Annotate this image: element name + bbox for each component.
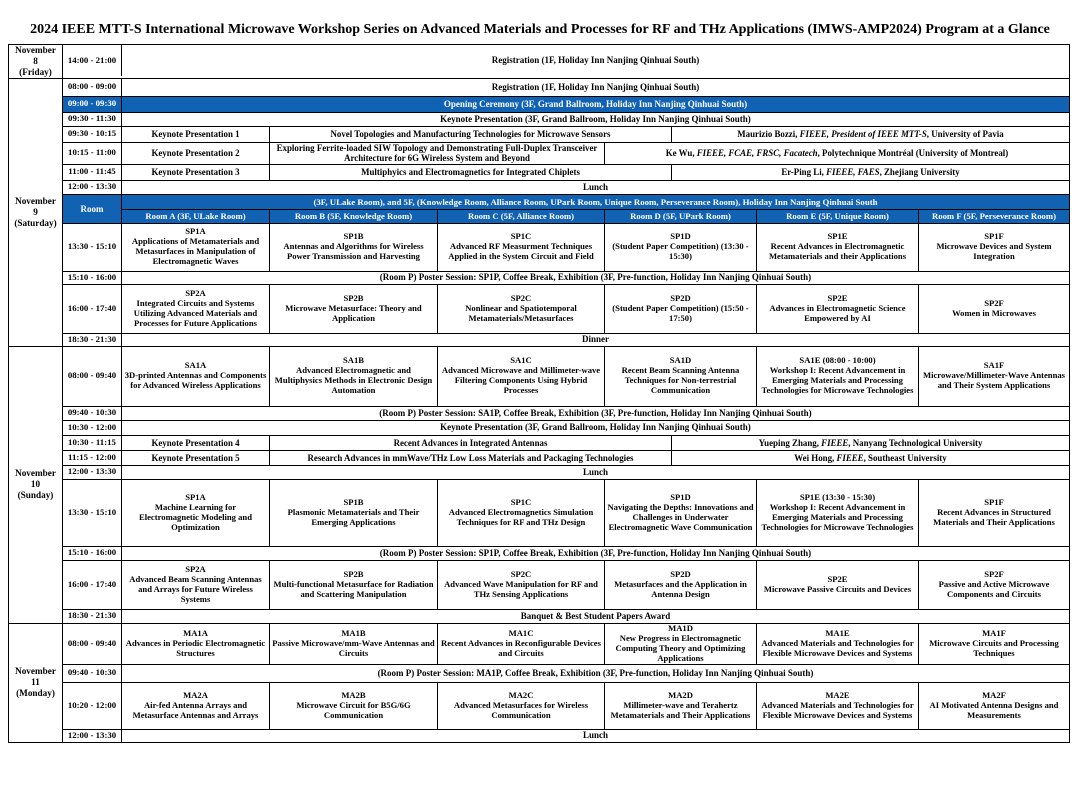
session-cell <box>756 285 918 333</box>
session-title: Metasurfaces and the Application in Antenna Design <box>614 578 747 599</box>
session-title: Machine Learning for Electromagnetic Modeling and Optimization <box>139 501 252 532</box>
keynote-speaker-cell <box>604 143 1069 164</box>
speaker-text: , Southeast University <box>863 452 947 463</box>
speaker-text: , Nanyang Technological University <box>848 437 983 448</box>
event-cell: Keynote Presentation (3F, Grand Ballroom, Holiday Inn Nanjing Qinhuai South) <box>121 113 1069 126</box>
session-code: SP2B <box>343 568 364 579</box>
keynote-row <box>63 126 1069 142</box>
full-span-row <box>63 45 1069 76</box>
session-cell <box>918 624 1069 664</box>
day-label-line: 10 <box>30 479 41 490</box>
full-span-row <box>63 546 1069 560</box>
day-label-line: November <box>15 45 56 55</box>
room-cell: Room A (3F, ULake Room) <box>121 210 269 223</box>
keynote-label-cell: Keynote Presentation 3 <box>121 165 269 180</box>
day-label-line: November <box>15 666 56 677</box>
event-cell: Lunch <box>121 730 1069 742</box>
day-section <box>9 623 1069 742</box>
session-code: SP1C <box>510 231 532 242</box>
session-title: Microwave/Millimeter-Wave Antennas and Their System Applications <box>922 370 1065 391</box>
session-cell <box>121 561 269 609</box>
session-title: Advanced Microwave and Millimeter-wave Filtering Components Using Hybrid Processes <box>441 365 601 396</box>
session-cell <box>756 624 918 664</box>
day-label-line: 9 <box>33 206 38 217</box>
time-cell: 11:00 - 11:45 <box>68 166 116 177</box>
day-section <box>9 45 1069 78</box>
session-code: SA1C <box>510 355 532 366</box>
session-cell <box>437 224 604 271</box>
session-code: SP1E (13:30 - 15:30) <box>799 491 876 502</box>
event-cell: Dinner <box>121 334 1069 346</box>
time-cell: 12:00 - 13:30 <box>67 466 117 477</box>
page-title: 2024 IEEE MTT-S International Microwave Workshop Series on Advanced Materials and Processes for RF and THz Applications (IMWS-AMP2024) Program at a Glance <box>30 22 1050 37</box>
time-cell: 09:30 - 11:30 <box>68 113 116 124</box>
session-cell <box>437 683 604 729</box>
time-cell: 08:00 - 09:40 <box>67 370 117 381</box>
session-code: MA2C <box>508 689 534 700</box>
time-cell: 16:00 - 17:40 <box>67 578 117 589</box>
keynote-title-cell: Multiphyics and Electromagnetics for Integrated Chiplets <box>269 165 671 180</box>
session-title: Passive and Active Microwave Components and Circuits <box>938 578 1050 599</box>
session-code: SP2A <box>185 287 206 298</box>
keynote-speaker-cell <box>671 165 1069 180</box>
session-title: Advanced Wave Manipulation for RF and THz Sensing Applications <box>444 578 598 599</box>
event-cell: Opening Ceremony (3F, Grand Ballroom, Holiday Inn Nanjing Qinhuai South) <box>121 97 1069 112</box>
speaker-text: FIEEE <box>821 437 849 448</box>
session-title: Microwave Circuits and Processing Techniques <box>929 637 1059 658</box>
session-code: SP2A <box>185 563 206 574</box>
session-code: MA2E <box>825 689 850 700</box>
day-label-line: 11 <box>31 677 40 688</box>
session-code: SP1A <box>185 226 206 237</box>
session-cell <box>437 624 604 664</box>
keynote-label-cell: Keynote Presentation 1 <box>121 127 269 142</box>
session-cell <box>756 561 918 609</box>
event-cell: (Room P) Poster Session: SP1P, Coffee Break, Exhibition (3F, Pre-function, Holiday Inn Nanjing Qinhuai South) <box>121 547 1069 560</box>
session-cell <box>604 624 756 664</box>
session-title: 3D-printed Antennas and Components for Advanced Wireless Applications <box>124 370 267 391</box>
room-cell: Room F (5F, Perseverance Room) <box>918 210 1069 223</box>
time-cell: 09:00 - 09:30 <box>67 98 117 109</box>
full-span-row <box>63 333 1069 346</box>
session-cell <box>918 347 1069 406</box>
speaker-text: Yueping Zhang, <box>758 437 822 448</box>
session-code: SP2C <box>510 292 532 303</box>
rooms-line <box>121 210 1069 223</box>
event-cell: Registration (1F, Holiday Inn Nanjing Qinhuai South) <box>121 45 1069 76</box>
full-span-row <box>63 609 1069 623</box>
session-cell <box>269 224 437 271</box>
keynote-row <box>63 435 1069 450</box>
day-label <box>9 624 63 742</box>
session-title: Air-fed Antenna Arrays and Metasurface Antennas and Arrays <box>132 699 259 720</box>
session-title: Advances in Electromagnetic Science Empowered by AI <box>769 302 906 323</box>
speaker-text: Wei Hong, <box>794 452 837 463</box>
time-cell: 18:30 - 21:30 <box>67 610 117 621</box>
session-title: Advanced Materials and Technologies for Flexible Microwave Devices and Systems <box>761 637 914 658</box>
speaker-text: , University of Pavia <box>926 129 1004 139</box>
keynote-speaker-cell <box>671 436 1069 450</box>
keynote-row <box>63 450 1069 465</box>
session-title: Multi-functional Metasurface for Radiation and Scattering Manipulation <box>273 578 434 599</box>
session-cell <box>269 624 437 664</box>
keynote-row <box>63 142 1069 164</box>
session-cell <box>437 285 604 333</box>
session-cell <box>918 480 1069 546</box>
session-cell <box>756 480 918 546</box>
session-title: Advanced Materials and Technologies for Flexible Microwave Devices and Systems <box>761 699 914 720</box>
session-cell <box>121 624 269 664</box>
event-cell: Lunch <box>121 466 1069 479</box>
session-title: Applications of Metamaterials and Metasurfaces in Manipulation of Electromagnetic Waves <box>131 236 260 267</box>
ceremony-row <box>63 96 1069 112</box>
full-span-row <box>63 465 1069 479</box>
session-cell <box>604 224 756 271</box>
session-code: SA1B <box>342 355 364 366</box>
session-code: MA1B <box>341 627 366 638</box>
event-cell: Banquet & Best Student Papers Award <box>121 610 1069 623</box>
session-code: SP1C <box>510 496 532 507</box>
session-code: SP1F <box>984 231 1004 242</box>
speaker-text: Ke Wu, <box>665 148 697 158</box>
time-cell: 09:40 - 10:30 <box>67 667 117 678</box>
session-title: New Progress in Electromagnetic Computing Theory and Optimizing Applications <box>615 632 746 663</box>
day-label-line: November <box>15 195 56 206</box>
day-label <box>9 79 63 346</box>
session-title: Women in Microwaves <box>952 307 1036 318</box>
session-title: Antennas and Algorithms for Wireless Power Transmission and Harvesting <box>283 241 424 262</box>
keynote-title-cell: Novel Topologies and Manufacturing Technologies for Microwave Sensors <box>269 127 671 142</box>
session-cell <box>918 561 1069 609</box>
session-code: SA1F <box>983 360 1005 371</box>
session-title: Workshop I: Recent Advancement in Emerging Materials and Processing Technologies for Microwave Technologies <box>761 501 914 532</box>
time-cell: 13:30 - 15:10 <box>67 241 117 252</box>
session-code: SP2F <box>984 297 1004 308</box>
session-cell <box>269 561 437 609</box>
session-cell <box>604 347 756 406</box>
session-title: AI Motivated Antenna Designs and Measurements <box>929 699 1059 720</box>
day-label-line: (Friday) <box>19 66 52 77</box>
session-code: MA1F <box>982 627 1006 638</box>
session-title: Recent Beam Scanning Antenna Techniques for Non-terrestrial Communication <box>621 365 740 396</box>
time-cell: 10:30 - 11:15 <box>68 436 116 447</box>
event-cell: (Room P) Poster Session: SA1P, Coffee Break, Exhibition (3F, Pre-function, Holiday Inn Nanjing Qinhuai South) <box>121 407 1069 420</box>
keynote-label-cell: Keynote Presentation 5 <box>121 451 269 465</box>
event-cell: Registration (1F, Holiday Inn Nanjing Qinhuai South) <box>121 79 1069 96</box>
room-header-row <box>63 194 1069 223</box>
full-span-row <box>63 664 1069 682</box>
session-code: SP1B <box>343 231 364 242</box>
time-cell: 13:30 - 15:10 <box>67 506 117 517</box>
session-cell <box>918 683 1069 729</box>
day-label-line: (Sunday) <box>17 490 54 500</box>
sessions-row <box>63 682 1069 729</box>
session-code: SA1D <box>669 355 692 366</box>
event-cell: (Room P) Poster Session: MA1P, Coffee Break, Exhibition (3F, Pre-function, Holiday Inn Nanjing Qinhuai South) <box>121 665 1069 682</box>
session-title: Workshop I: Recent Advancement in Emerging Materials and Processing Technologies for Microwave Technologies <box>761 365 914 396</box>
session-code: MA2F <box>982 689 1006 700</box>
session-cell <box>604 285 756 333</box>
session-cell <box>756 224 918 271</box>
session-cell <box>269 347 437 406</box>
event-cell: Lunch <box>121 181 1069 194</box>
session-code: MA2D <box>668 689 693 700</box>
session-code: MA1D <box>668 622 693 633</box>
speaker-text: , Polytechnique Montréal (University of Montreal) <box>817 148 1009 158</box>
day-section <box>9 78 1069 346</box>
keynote-label-cell: Keynote Presentation 2 <box>121 143 269 164</box>
session-code: MA1A <box>183 627 208 638</box>
day-rows <box>63 79 1069 346</box>
venue-cell: (3F, ULake Room), and 5F, (Knowledge Room, Alliance Room, UPark Room, Unique Room, Perseverance Room), Holiday Inn Nanjing Qinhuai South <box>121 195 1069 210</box>
sessions-row <box>63 624 1069 664</box>
session-code: MA1C <box>508 627 534 638</box>
speaker-text: Er-Ping Li, <box>781 167 827 177</box>
room-cell: Room E (5F, Unique Room) <box>756 210 918 223</box>
session-code: SP2B <box>343 292 364 303</box>
session-cell <box>437 480 604 546</box>
session-cell <box>269 683 437 729</box>
room-cell: Room D (5F, UPark Room) <box>604 210 756 223</box>
day-rows <box>63 624 1069 742</box>
session-title: Advances in Periodic Electromagnetic Structures <box>125 637 266 658</box>
full-span-row <box>63 420 1069 435</box>
session-cell <box>269 480 437 546</box>
time-cell: 15:10 - 16:00 <box>67 271 117 282</box>
session-cell <box>437 561 604 609</box>
session-title: Plasmonic Metamaterials and Their Emerging Applications <box>287 506 420 527</box>
time-cell: 10:30 - 12:00 <box>67 421 117 432</box>
full-span-row <box>63 112 1069 126</box>
room-cell: Room B (5F, Knowledge Room) <box>269 210 437 223</box>
full-span-row <box>63 729 1069 742</box>
session-title: Nonlinear and Spatiotemporal Metamaterials/Metasurfaces <box>465 302 577 323</box>
day-label <box>9 45 63 78</box>
day-section <box>9 346 1069 623</box>
sessions-row <box>63 284 1069 333</box>
program-table <box>8 44 1070 743</box>
session-title: Passive Microwave/mm-Wave Antennas and Circuits <box>272 637 435 658</box>
sessions-row <box>63 347 1069 406</box>
room-header-right <box>121 195 1069 223</box>
session-cell <box>121 285 269 333</box>
time-cell: 09:30 - 10:15 <box>67 128 117 139</box>
session-cell <box>604 683 756 729</box>
keynote-title-cell: Recent Advances in Integrated Antennas <box>269 436 671 450</box>
session-cell <box>121 480 269 546</box>
full-span-row <box>63 180 1069 194</box>
day-rows <box>63 347 1069 623</box>
sessions-row <box>63 223 1069 271</box>
session-code: MA1E <box>825 627 850 638</box>
day-label-line: (Monday) <box>16 688 55 698</box>
keynote-label-cell: Keynote Presentation 4 <box>121 436 269 450</box>
sessions-row <box>63 560 1069 609</box>
session-cell <box>756 683 918 729</box>
speaker-text: , Zhejiang University <box>879 167 960 177</box>
session-title: Microwave Metasurface: Theory and Application <box>285 302 422 323</box>
day-label <box>9 347 63 623</box>
day-label-line: November <box>15 468 56 479</box>
full-span-row <box>63 271 1069 284</box>
session-cell <box>604 480 756 546</box>
keynote-title-cell: Exploring Ferrite-loaded SIW Topology and Demonstrating Full-Duplex Transceiver Architecture for 6G Wireless System and Beyond <box>269 143 604 164</box>
session-code: MA2A <box>183 689 208 700</box>
time-cell: 09:40 - 10:30 <box>67 407 117 418</box>
full-span-row <box>63 406 1069 420</box>
session-code: MA2B <box>341 689 366 700</box>
time-cell: 11:15 - 12:00 <box>68 451 116 462</box>
speaker-text: FIEEE <box>836 452 864 463</box>
time-cell: 12:00 - 13:30 <box>67 181 117 192</box>
session-title: Advanced Electromagnetics Simulation Techniques for RF and THz Design <box>448 506 594 527</box>
session-code: SA1E (08:00 - 10:00) <box>799 355 876 366</box>
session-title: Recent Advances in Electromagnetic Metamaterials and their Applications <box>768 241 907 262</box>
time-cell: 14:00 - 21:00 <box>67 54 117 65</box>
time-cell: 16:00 - 17:40 <box>67 302 117 313</box>
day-label-line: (Saturday) <box>14 217 57 228</box>
time-cell: 10:20 - 12:00 <box>67 699 117 710</box>
session-code: SP1F <box>984 496 1004 507</box>
time-cell: 08:00 - 09:00 <box>67 81 117 92</box>
session-cell <box>269 285 437 333</box>
session-title: Advanced RF Measurment Techniques Applied in the System Circuit and Field <box>448 241 594 262</box>
keynote-title-cell: Research Advances in mmWave/THz Low Loss Materials and Packaging Technologies <box>269 451 671 465</box>
day-rows <box>63 45 1069 78</box>
session-code: SP1D <box>670 491 691 502</box>
room-cell: Room C (5F, Alliance Room) <box>437 210 604 223</box>
session-code: SP1A <box>185 491 206 502</box>
session-title: Advanced Metasurfaces for Wireless Communication <box>453 699 589 720</box>
session-cell <box>604 561 756 609</box>
session-title: Navigating the Depths: Innovations and Challenges in Underwater Electromagnetic Wave Communication <box>607 501 754 532</box>
session-code: SP2D <box>670 292 691 303</box>
session-code: SP2E <box>827 573 848 584</box>
session-code: SP2C <box>510 568 532 579</box>
session-cell <box>918 224 1069 271</box>
session-code: SP2D <box>670 568 691 579</box>
keynote-speaker-cell <box>671 451 1069 465</box>
session-code: SP2E <box>827 292 848 303</box>
speaker-text: FIEEE, FCAE, FRSC, Facatech <box>696 148 818 158</box>
room-column-label: Room <box>80 203 104 214</box>
event-cell: (Room P) Poster Session: SP1P, Coffee Break, Exhibition (3F, Pre-function, Holiday Inn Nanjing Qinhuai South) <box>121 272 1069 284</box>
session-title: Advanced Beam Scanning Antennas and Arrays for Future Wireless Systems <box>129 573 262 604</box>
time-cell: 18:30 - 21:30 <box>67 333 117 344</box>
speaker-text: FIEEE, President of IEEE MTT-S <box>799 129 927 139</box>
session-code: SP2F <box>984 568 1004 579</box>
session-title: Microwave Circuit for B5G/6G Communication <box>296 699 411 720</box>
session-title: Recent Advances in Structured Materials and Their Applications <box>933 506 1055 527</box>
keynote-speaker-cell <box>671 127 1069 142</box>
event-cell: Keynote Presentation (3F, Grand Ballroom, Holiday Inn Nanjing Qinhuai South) <box>121 421 1069 435</box>
session-title: Microwave Passive Circuits and Devices <box>763 583 912 594</box>
day-label-line: 8 <box>33 55 38 66</box>
session-cell <box>121 683 269 729</box>
keynote-row <box>63 164 1069 180</box>
session-title: Microwave Devices and System Integration <box>936 241 1052 262</box>
session-title: Recent Advances in Reconfigurable Devices and Circuits <box>441 637 601 658</box>
session-cell <box>121 347 269 406</box>
session-code: SP1E <box>827 231 848 242</box>
session-cell <box>756 347 918 406</box>
session-cell <box>121 224 269 271</box>
sessions-row <box>63 479 1069 546</box>
session-code: SP1B <box>343 496 364 507</box>
session-title: Advanced Electromagnetic and Multiphysics Methods in Electronic Design Automation <box>274 365 433 396</box>
full-span-row <box>63 79 1069 96</box>
time-cell: 12:00 - 13:30 <box>67 729 117 740</box>
speaker-text: Maurizio Bozzi, <box>737 129 800 139</box>
time-cell: 10:15 - 11:00 <box>68 147 116 158</box>
session-title: (Student Paper Competition) (13:30 - 15:30) <box>612 241 749 262</box>
time-cell: 08:00 - 09:40 <box>67 637 117 648</box>
time-cell: 15:10 - 16:00 <box>67 547 117 558</box>
session-title: Integrated Circuits and Systems Utilizing Advanced Materials and Processes for Future Applications <box>133 297 258 328</box>
session-cell <box>437 347 604 406</box>
session-title: Millimeter-wave and Terahertz Metamaterials and Their Applications <box>610 699 751 720</box>
session-cell <box>918 285 1069 333</box>
session-title: (Student Paper Competition) (15:50 - 17:50) <box>612 302 749 323</box>
session-code: SP1D <box>670 231 691 242</box>
session-code: SA1A <box>184 360 207 371</box>
speaker-text: FIEEE, FAES <box>826 167 880 177</box>
